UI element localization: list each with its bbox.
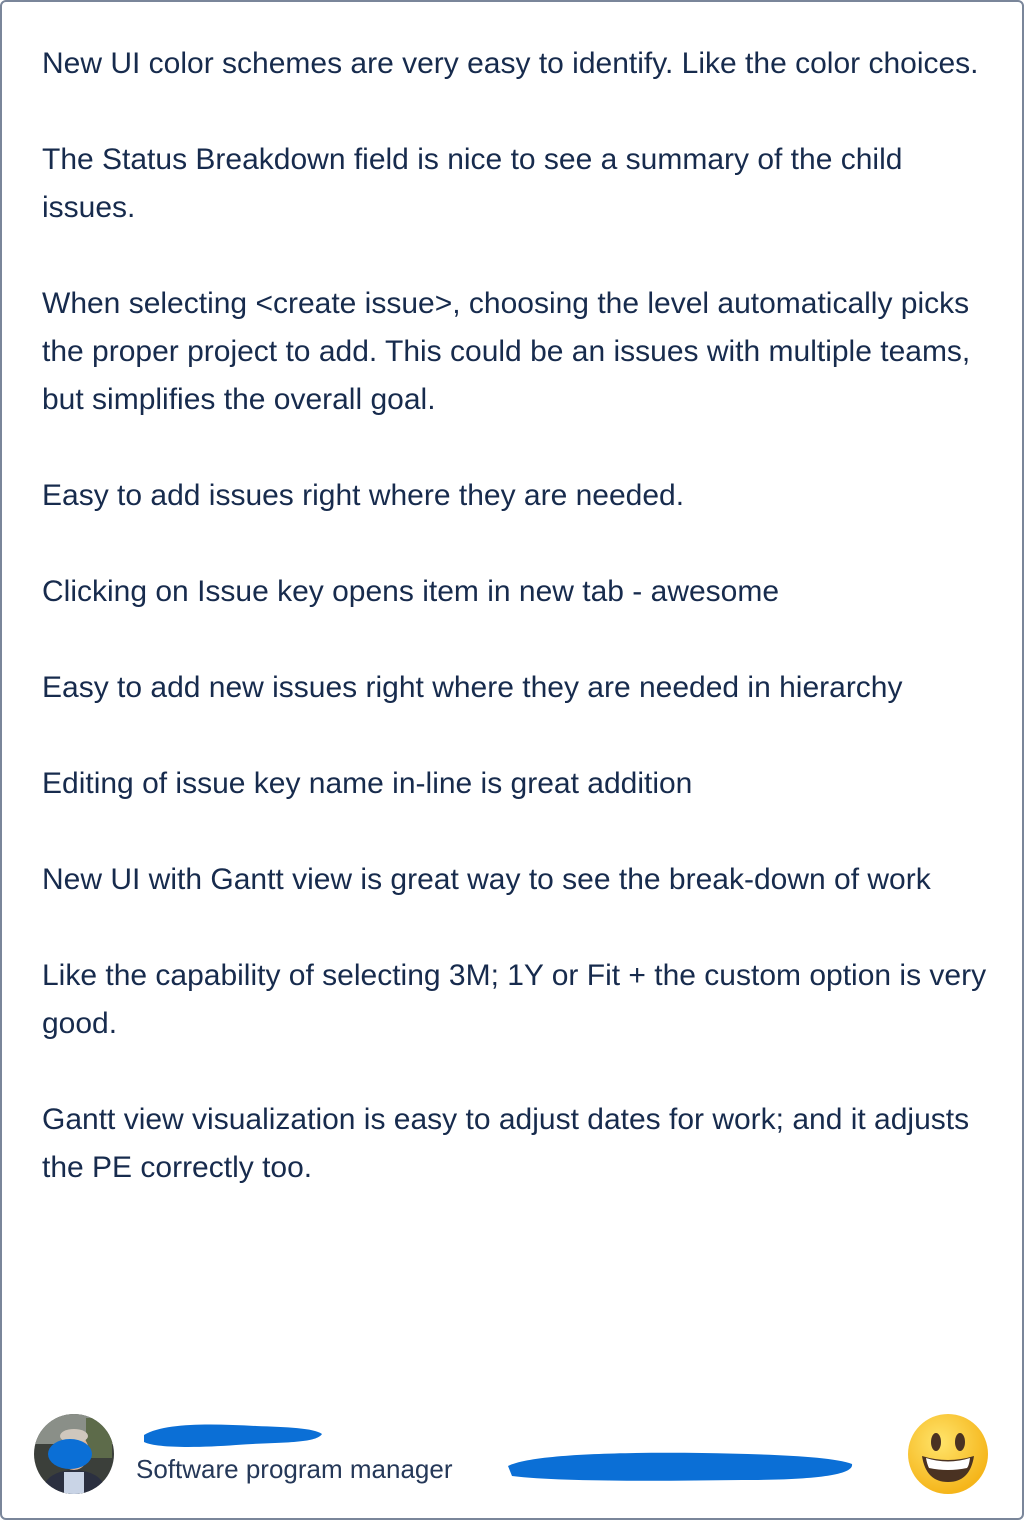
grinning-face-emoji-icon [906, 1412, 990, 1496]
feedback-item-7: Editing of issue key name in-line is great addition [42, 767, 693, 800]
feedback-item-9: Like the capability of selecting 3M; 1Y or Fit + the custom option is very good. [42, 959, 987, 1040]
feedback-item-10: Gantt view visualization is easy to adjust dates for work; and it adjusts the PE correctly too. [42, 1103, 970, 1184]
feedback-text [42, 40, 992, 1240]
author-company-redaction [502, 1448, 858, 1484]
feedback-item-1: New UI color schemes are very easy to identify. Like the color choices. [42, 47, 979, 80]
feedback-item-8: New UI with Gantt view is great way to see the break-down of work [42, 863, 931, 896]
feedback-item-4: Easy to add issues right where they are needed. [42, 479, 685, 512]
user-avatar-icon [34, 1414, 114, 1494]
feedback-item-2: The Status Breakdown field is nice to see a summary of the child issues. [42, 143, 903, 224]
author-role: Software program manager [136, 1454, 453, 1484]
author-footer [2, 1402, 1026, 1512]
author-name-redaction [136, 1420, 326, 1450]
feedback-item-6: Easy to add new issues right where they are needed in hierarchy [42, 671, 903, 704]
feedback-item-5: Clicking on Issue key opens item in new tab - awesome [42, 575, 780, 608]
feedback-item-3: When selecting <create issue>, choosing the level automatically picks the proper project to add. This could be an issues with multiple teams, but simplifies the overall goal. [42, 287, 971, 416]
